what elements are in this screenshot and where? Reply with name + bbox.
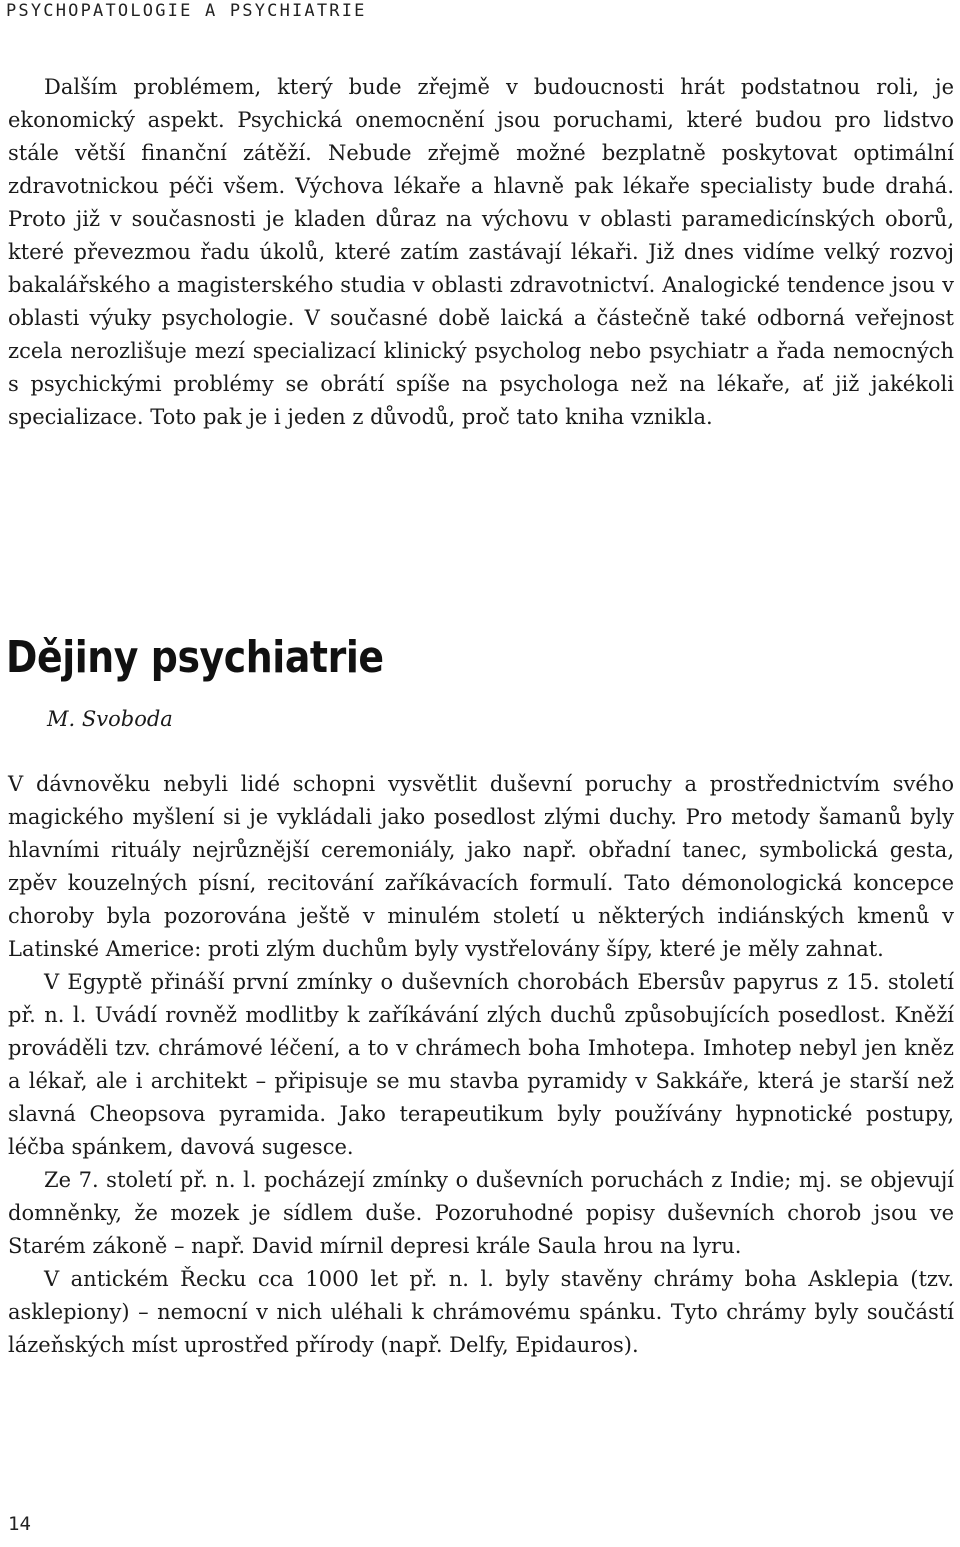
body-paragraph: V Egyptě přináší první zmínky o duševních chorobách Ebersův papyrus z 15. století př. n. l. Uvádí rovněž modlitby k zaříkávání zlých duchů způsobujících posedlost. Kněží prováděli tzv. chrámové léčení, a to v chrámech boha Imhotepa. Imhotep nebyl jen kněz a lékař, ale i architekt – připisuje se mu stavba pyramidy v Sakkáře, která je starší než slavná Cheopsova pyramida. Jako terapeutikum byly používány hypnotické postupy, léčba spánkem, davová sugesce. bbox=[8, 970, 954, 1159]
running-head: PSYCHOPATOLOGIE A PSYCHIATRIE bbox=[6, 1, 367, 21]
chapter-author: M. Svoboda bbox=[47, 707, 173, 731]
intro-paragraph: Dalším problémem, který bude zřejmě v budoucnosti hrát podstatnou roli, je ekonomický aspekt. Psychická onemocnění jsou poruchami, které budou pro lidstvo stále větší finanční zátěží. Nebude zřejmě možné bezplatně poskytovat optimální zdravotnickou péči všem. Výchova lékaře a hlavně pak lékaře specialisty bude drahá. Proto již v současnosti je kladen důraz na výchovu v oblasti paramedicínských oborů, které převezmou řadu úkolů, které zatím zastávají lékaři. Již dnes vidíme velký rozvoj bakalářského a magisterského studia v oblasti zdravotnictví. Analogické tendence jsou v oblasti výuky psychologie. V současné době laická a částečně také odborná veřejnost zcela nerozlišuje mezí specializací klinický psycholog nebo psychiatr a řada nemocných s psychickými problémy se obrátí spíše na psychologa než na lékaře, ať již jakékoli specializace. Toto pak je i jeden z důvodů, proč tato kniha vznikla. bbox=[8, 75, 954, 429]
body-paragraph: Ze 7. století př. n. l. pocházejí zmínky o duševních poruchách z Indie; mj. se objevují domněnky, že mozek je sídlem duše. Pozoruhodné popisy duševních chorob jsou ve Starém zákoně – např. David mírnil depresi krále Saula hrou na lyru. bbox=[8, 1168, 954, 1258]
chapter-title: Dějiny psychiatrie bbox=[6, 632, 384, 683]
page-number: 14 bbox=[8, 1513, 31, 1535]
chapter-body bbox=[8, 768, 954, 1362]
body-paragraph: V antickém Řecku cca 1000 let př. n. l. byly stavěny chrámy boha Asklepia (tzv. asklepiony) – nemocní v nich uléhali k chrámovému spánku. Tyto chrámy byly součástí lázeňských míst uprostřed přírody (např. Delfy, Epidauros). bbox=[8, 1267, 954, 1357]
intro-section bbox=[8, 71, 954, 434]
body-paragraph: V dávnověku nebyli lidé schopni vysvětlit duševní poruchy a prostřednictvím svého magického myšlení si je vykládali jako posedlost zlými duchy. Pro metody šamanů byly hlavními rituály nejrůznější ceremoniály, jako např. obřadní tanec, symbolická gesta, zpěv kouzelných písní, recitování zaříkávacích formulí. Tato démonologická koncepce choroby byla pozorována ještě v minulém století u některých indiánských kmenů v Latinské Americe: proti zlým duchům byly vystřelovány šípy, které je měly zahnat. bbox=[8, 772, 954, 961]
